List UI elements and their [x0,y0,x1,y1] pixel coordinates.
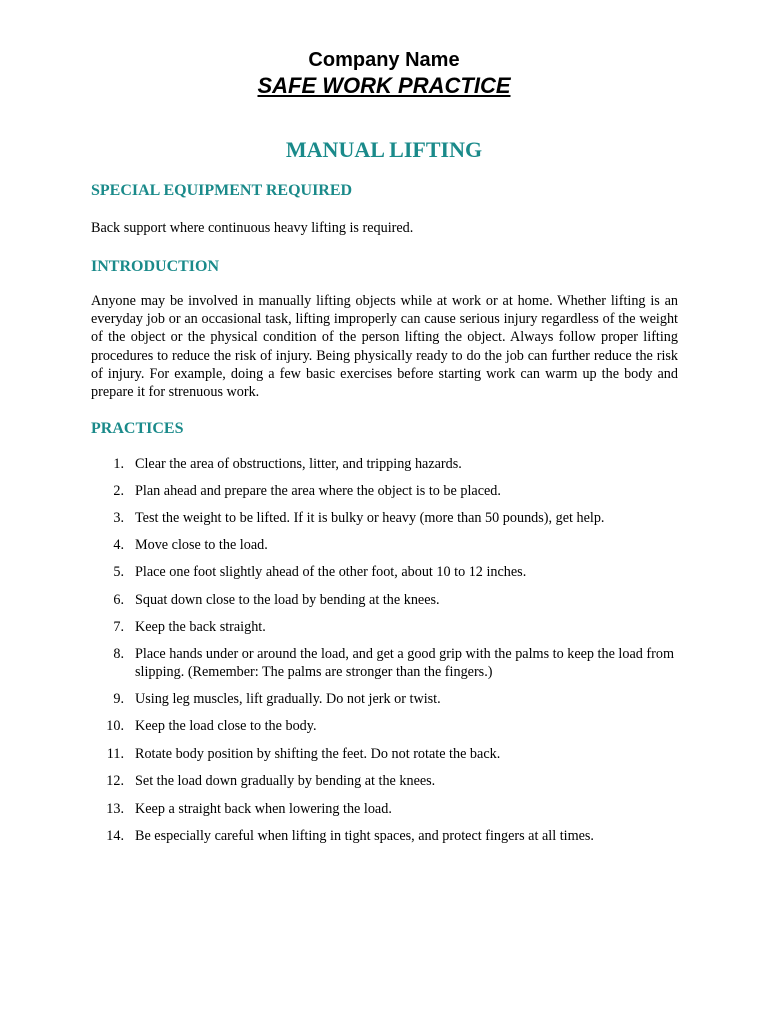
item-text: Plan ahead and prepare the area where the object is to be placed. [135,483,501,499]
document-subtitle: SAFE WORK PRACTICE [257,73,511,98]
equipment-text: Back support where continuous heavy lifting is required. [91,220,414,236]
item-number: 13. [106,801,124,817]
item-text: Keep the back straight. [135,619,266,635]
company-name: Company Name [308,49,460,71]
item-number: 7. [113,619,124,635]
item-number: 11. [106,746,124,762]
introduction-text: Anyone may be involved in manually lifting objects while at work or at home. Whether lifting is an everyday job or an occasional task, lifting improperly can cause serious injury regardless of the weight of the object or the physical condition of the person lifting the object. Always follow proper lifting procedures to reduce the risk of injury. Being physically ready to do the job can further reduce the risk of injury. For example, doing a few basic exercises before starting work can warm up the body and prepare it for strenuous work. [91,293,678,401]
item-text: Rotate body position by shifting the feet. Do not rotate the back. [135,746,501,762]
item-text: Place one foot slightly ahead of the other foot, about 10 to 12 inches. [135,564,527,580]
item-number: 10. [106,718,124,734]
item-number: 8. [113,646,124,662]
item-number: 6. [113,592,124,608]
equipment-heading: SPECIAL EQUIPMENT REQUIRED [91,182,353,199]
item-number: 3. [113,510,124,526]
item-number: 14. [106,828,124,844]
item-text: Clear the area of obstructions, litter, and tripping hazards. [135,456,462,472]
item-number: 12. [106,773,124,789]
item-text: Set the load down gradually by bending at the knees. [135,773,436,789]
introduction-heading: INTRODUCTION [91,258,220,275]
item-number: 5. [113,564,124,580]
page-title: MANUAL LIFTING [285,137,483,162]
item-text: Using leg muscles, lift gradually. Do not jerk or twist. [135,691,441,707]
item-text: Keep the load close to the body. [135,718,317,734]
item-text: Move close to the load. [135,537,268,553]
item-text: Place hands under or around the load, and get a good grip with the palms to keep the load from slipping. (Remember: The palms are stronger than the fingers.) [135,646,674,680]
item-text: Squat down close to the load by bending at the knees. [135,592,440,608]
practices-heading: PRACTICES [91,420,184,437]
item-number: 2. [113,483,124,499]
item-text: Keep a straight back when lowering the load. [135,801,392,817]
item-number: 4. [113,537,124,553]
item-number: 1. [113,456,124,472]
item-number: 9. [113,691,124,707]
item-text: Be especially careful when lifting in tight spaces, and protect fingers at all times. [135,828,594,844]
item-text: Test the weight to be lifted. If it is bulky or heavy (more than 50 pounds), get help. [135,510,605,526]
